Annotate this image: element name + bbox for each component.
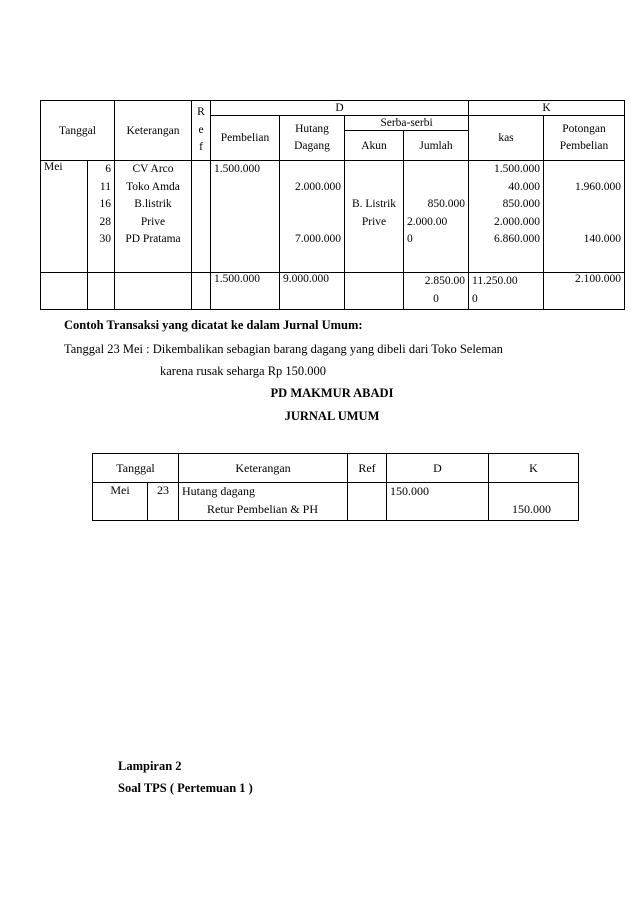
total-blank-2 bbox=[88, 273, 115, 310]
header-tanggal: Tanggal bbox=[41, 101, 115, 161]
total-blank-1 bbox=[41, 273, 88, 310]
month-cell: Mei bbox=[41, 161, 88, 273]
header-kas: kas bbox=[469, 116, 544, 161]
j-debit: 150.000 bbox=[387, 483, 489, 521]
total-akun-blank bbox=[345, 273, 404, 310]
j-month: Mei bbox=[93, 483, 148, 521]
pembelian-cell: 1.500.000 bbox=[211, 161, 280, 273]
general-journal-table bbox=[92, 453, 579, 521]
header-kredit: K bbox=[469, 101, 625, 116]
tanggal-line: Tanggal 23 Mei : Dikembalikan sebagian barang dagang yang dibeli dari Toko Seleman bbox=[64, 342, 503, 356]
journal-title: JURNAL UMUM bbox=[284, 409, 380, 423]
j-header-tanggal: Tanggal bbox=[93, 454, 179, 483]
total-pembelian: 1.500.000 bbox=[211, 273, 280, 310]
total-blank-3 bbox=[115, 273, 192, 310]
header-ref: R e f bbox=[192, 101, 211, 161]
j-header-d: D bbox=[387, 454, 489, 483]
j-kredit: 150.000 bbox=[489, 483, 579, 521]
j-header-k: K bbox=[489, 454, 579, 483]
header-jumlah: Jumlah bbox=[404, 131, 469, 161]
j-keterangan: Hutang dagang Retur Pembelian & PH bbox=[179, 483, 348, 521]
total-hutang-dagang: 9.000.000 bbox=[280, 273, 345, 310]
header-akun: Akun bbox=[345, 131, 404, 161]
header-keterangan: Keterangan bbox=[115, 101, 192, 161]
j-header-keterangan: Keterangan bbox=[179, 454, 348, 483]
total-blank-4 bbox=[192, 273, 211, 310]
hutang-dagang-cell: 2.000.000 7.000.000 bbox=[280, 161, 345, 273]
keterangan-cell: CV Arco Toko Amda B.listrik Prive PD Pratama bbox=[115, 161, 192, 273]
header-hutang-dagang: Hutang Dagang bbox=[280, 116, 345, 161]
ref-cell bbox=[192, 161, 211, 273]
contoh-title: Contoh Transaksi yang dicatat ke dalam Jurnal Umum: bbox=[64, 318, 363, 332]
jumlah-cell: 850.000 2.000.00 0 bbox=[404, 161, 469, 273]
lampiran-label: Lampiran 2 bbox=[118, 759, 182, 773]
total-jumlah: 2.850.00 0 bbox=[404, 273, 469, 310]
total-potongan: 2.100.000 bbox=[544, 273, 625, 310]
j-header-ref: Ref bbox=[348, 454, 387, 483]
header-pembelian: Pembelian bbox=[211, 116, 280, 161]
header-serba-serbi: Serba-serbi bbox=[345, 116, 469, 131]
company-name: PD MAKMUR ABADI bbox=[270, 386, 394, 400]
days-cell: 6 11 16 28 30 bbox=[88, 161, 115, 273]
header-debit: D bbox=[211, 101, 469, 116]
karena-line: karena rusak seharga Rp 150.000 bbox=[160, 364, 327, 378]
j-ref bbox=[348, 483, 387, 521]
total-kas: 11.250.00 0 bbox=[469, 273, 544, 310]
soal-label: Soal TPS ( Pertemuan 1 ) bbox=[118, 781, 253, 795]
special-journal-table bbox=[40, 100, 625, 310]
kas-cell: 1.500.000 40.000 850.000 2.000.000 6.860.000 bbox=[469, 161, 544, 273]
header-potongan-pembelian: Potongan Pembelian bbox=[544, 116, 625, 161]
j-day: 23 bbox=[148, 483, 179, 521]
potongan-cell: 1.960.000 140.000 bbox=[544, 161, 625, 273]
akun-cell: B. Listrik Prive bbox=[345, 161, 404, 273]
